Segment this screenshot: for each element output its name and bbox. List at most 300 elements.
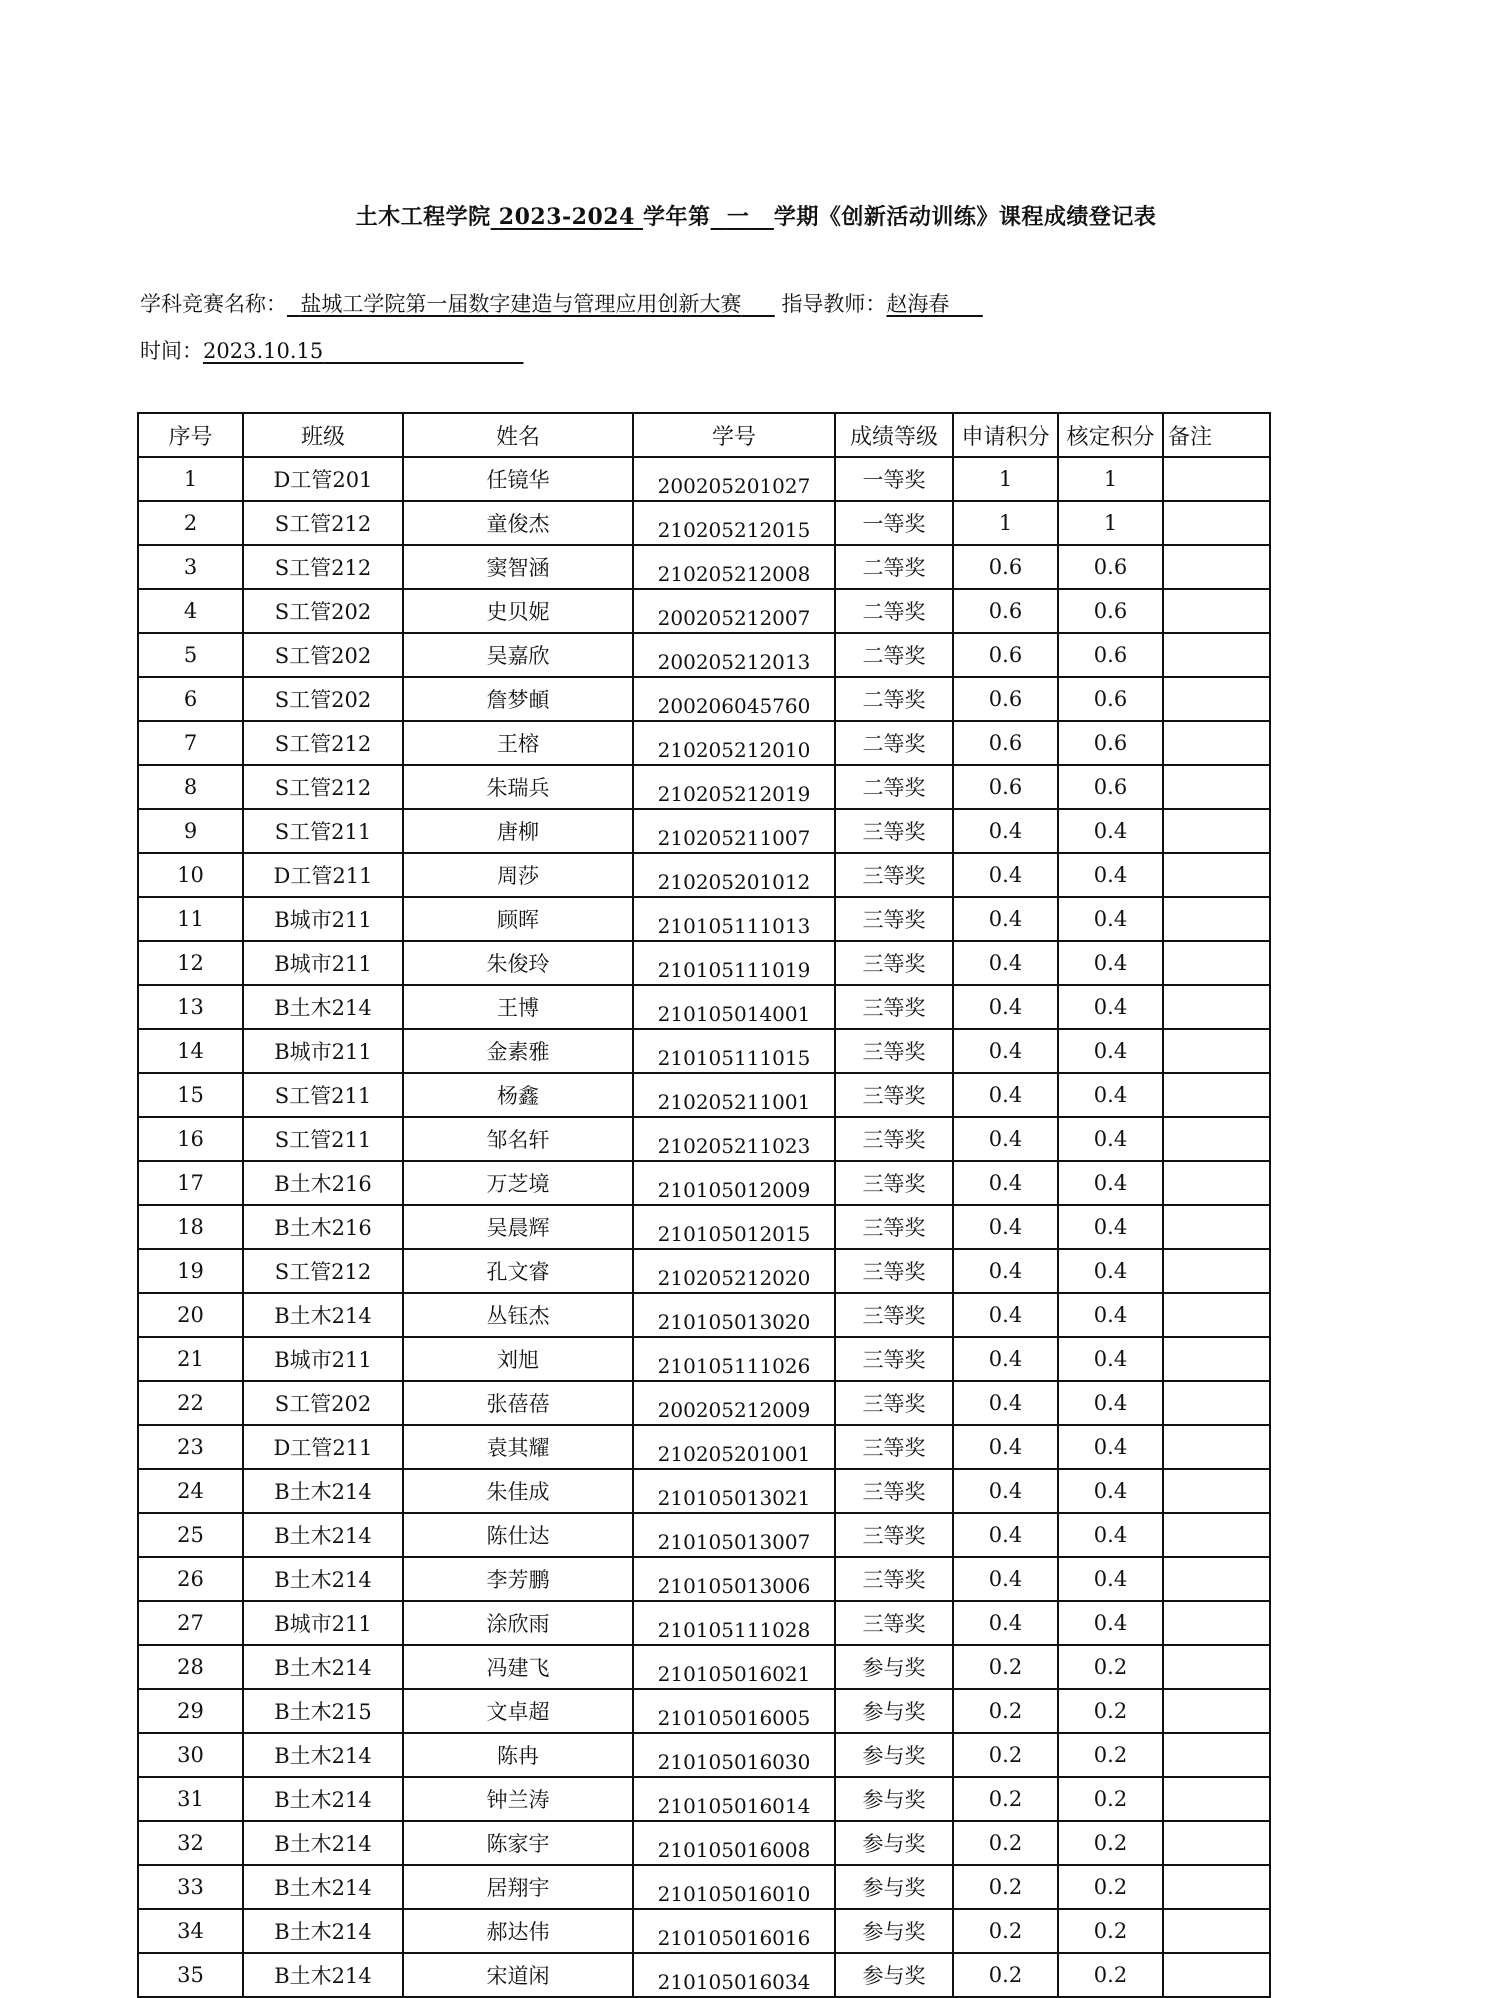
cell-applied-credit: 0.4	[953, 1337, 1058, 1381]
cell-applied-credit: 0.4	[953, 1513, 1058, 1557]
cell-student-id: 210105016008	[633, 1821, 835, 1865]
table-row	[138, 941, 1270, 985]
cell-remarks	[1163, 1029, 1270, 1073]
table-row	[138, 1601, 1270, 1645]
cell-student-id: 210205212019	[633, 765, 835, 809]
cell-student-id: 210105111015	[633, 1029, 835, 1073]
header-student-id: 学号	[633, 413, 835, 457]
cell-grade-level: 三等奖	[835, 1161, 953, 1205]
table-row	[138, 545, 1270, 589]
cell-grade-level: 三等奖	[835, 941, 953, 985]
table-row	[138, 1557, 1270, 1601]
cell-student-id: 210105111026	[633, 1337, 835, 1381]
document-title	[0, 200, 1512, 231]
cell-class: S工管202	[243, 633, 403, 677]
cell-approved-credit: 0.6	[1058, 721, 1163, 765]
cell-index: 34	[138, 1909, 243, 1953]
cell-index: 32	[138, 1821, 243, 1865]
cell-applied-credit: 0.2	[953, 1909, 1058, 1953]
cell-class: B土木214	[243, 1469, 403, 1513]
cell-applied-credit: 0.2	[953, 1689, 1058, 1733]
cell-remarks	[1163, 545, 1270, 589]
cell-applied-credit: 0.4	[953, 985, 1058, 1029]
cell-approved-credit: 0.4	[1058, 897, 1163, 941]
cell-remarks	[1163, 721, 1270, 765]
cell-index: 25	[138, 1513, 243, 1557]
cell-name: 童俊杰	[403, 501, 633, 545]
table-row	[138, 1381, 1270, 1425]
cell-remarks	[1163, 633, 1270, 677]
table-row	[138, 1117, 1270, 1161]
table-row	[138, 1953, 1270, 1997]
header-index: 序号	[138, 413, 243, 457]
cell-name: 周莎	[403, 853, 633, 897]
title-course: 学期《创新活动训练》课程成绩登记表	[773, 204, 1157, 230]
cell-grade-level: 三等奖	[835, 1293, 953, 1337]
cell-applied-credit: 0.4	[953, 1557, 1058, 1601]
cell-approved-credit: 0.2	[1058, 1733, 1163, 1777]
cell-remarks	[1163, 457, 1270, 501]
cell-applied-credit: 0.6	[953, 721, 1058, 765]
cell-name: 任镜华	[403, 457, 633, 501]
cell-index: 1	[138, 457, 243, 501]
table-row	[138, 1161, 1270, 1205]
cell-student-id: 210205212020	[633, 1249, 835, 1293]
cell-name: 陈冉	[403, 1733, 633, 1777]
cell-grade-level: 参与奖	[835, 1777, 953, 1821]
cell-index: 9	[138, 809, 243, 853]
cell-name: 冯建飞	[403, 1645, 633, 1689]
cell-index: 8	[138, 765, 243, 809]
cell-remarks	[1163, 1205, 1270, 1249]
cell-grade-level: 三等奖	[835, 1117, 953, 1161]
table-row	[138, 853, 1270, 897]
cell-student-id: 210105013021	[633, 1469, 835, 1513]
cell-applied-credit: 0.4	[953, 1601, 1058, 1645]
cell-remarks	[1163, 1777, 1270, 1821]
cell-grade-level: 三等奖	[835, 1469, 953, 1513]
table-row	[138, 1821, 1270, 1865]
cell-student-id: 210205212010	[633, 721, 835, 765]
table-row	[138, 1469, 1270, 1513]
cell-remarks	[1163, 1645, 1270, 1689]
cell-approved-credit: 1	[1058, 501, 1163, 545]
cell-applied-credit: 1	[953, 501, 1058, 545]
cell-approved-credit: 0.6	[1058, 677, 1163, 721]
cell-approved-credit: 0.2	[1058, 1865, 1163, 1909]
table-row	[138, 589, 1270, 633]
table-row	[138, 897, 1270, 941]
cell-applied-credit: 0.2	[953, 1865, 1058, 1909]
cell-student-id: 210105016030	[633, 1733, 835, 1777]
cell-applied-credit: 0.4	[953, 1073, 1058, 1117]
title-college: 土木工程学院	[355, 204, 491, 230]
cell-student-id: 210205201012	[633, 853, 835, 897]
cell-grade-level: 三等奖	[835, 1557, 953, 1601]
cell-approved-credit: 0.6	[1058, 589, 1163, 633]
cell-approved-credit: 0.4	[1058, 1601, 1163, 1645]
cell-grade-level: 二等奖	[835, 765, 953, 809]
title-year-suffix: 学年第	[643, 204, 711, 230]
cell-index: 33	[138, 1865, 243, 1909]
cell-approved-credit: 0.4	[1058, 1249, 1163, 1293]
cell-index: 6	[138, 677, 243, 721]
cell-approved-credit: 0.4	[1058, 1337, 1163, 1381]
cell-class: S工管212	[243, 501, 403, 545]
cell-approved-credit: 0.4	[1058, 1029, 1163, 1073]
cell-grade-level: 一等奖	[835, 501, 953, 545]
cell-name: 孔文睿	[403, 1249, 633, 1293]
table-row	[138, 1645, 1270, 1689]
cell-applied-credit: 0.4	[953, 1293, 1058, 1337]
cell-index: 35	[138, 1953, 243, 1997]
table-row	[138, 1777, 1270, 1821]
cell-approved-credit: 0.2	[1058, 1909, 1163, 1953]
cell-class: B土木216	[243, 1205, 403, 1249]
cell-approved-credit: 0.4	[1058, 1381, 1163, 1425]
cell-grade-level: 三等奖	[835, 1249, 953, 1293]
cell-applied-credit: 0.6	[953, 545, 1058, 589]
cell-applied-credit: 0.4	[953, 1029, 1058, 1073]
cell-remarks	[1163, 985, 1270, 1029]
table-body	[138, 457, 1270, 1997]
cell-name: 袁其耀	[403, 1425, 633, 1469]
table-row	[138, 1249, 1270, 1293]
cell-name: 涂欣雨	[403, 1601, 633, 1645]
cell-approved-credit: 0.2	[1058, 1645, 1163, 1689]
cell-remarks	[1163, 941, 1270, 985]
cell-applied-credit: 0.4	[953, 1381, 1058, 1425]
cell-name: 张蓓蓓	[403, 1381, 633, 1425]
cell-index: 20	[138, 1293, 243, 1337]
cell-student-id: 210105111013	[633, 897, 835, 941]
header-applied-credit: 申请积分	[953, 413, 1058, 457]
cell-applied-credit: 0.2	[953, 1821, 1058, 1865]
cell-approved-credit: 0.2	[1058, 1777, 1163, 1821]
cell-student-id: 210205212008	[633, 545, 835, 589]
cell-student-id: 210105016021	[633, 1645, 835, 1689]
cell-name: 顾晖	[403, 897, 633, 941]
cell-grade-level: 参与奖	[835, 1865, 953, 1909]
cell-index: 27	[138, 1601, 243, 1645]
cell-approved-credit: 0.4	[1058, 1557, 1163, 1601]
cell-name: 朱瑞兵	[403, 765, 633, 809]
cell-name: 金素雅	[403, 1029, 633, 1073]
cell-class: B城市211	[243, 1029, 403, 1073]
cell-index: 11	[138, 897, 243, 941]
cell-remarks	[1163, 1425, 1270, 1469]
cell-class: S工管212	[243, 765, 403, 809]
cell-approved-credit: 0.6	[1058, 545, 1163, 589]
cell-name: 陈仕达	[403, 1513, 633, 1557]
cell-index: 19	[138, 1249, 243, 1293]
cell-index: 5	[138, 633, 243, 677]
table-row	[138, 501, 1270, 545]
cell-applied-credit: 0.2	[953, 1645, 1058, 1689]
cell-student-id: 210105013006	[633, 1557, 835, 1601]
cell-index: 17	[138, 1161, 243, 1205]
cell-student-id: 210205211001	[633, 1073, 835, 1117]
cell-index: 18	[138, 1205, 243, 1249]
cell-grade-level: 三等奖	[835, 1425, 953, 1469]
cell-name: 郝达伟	[403, 1909, 633, 1953]
cell-approved-credit: 0.4	[1058, 1205, 1163, 1249]
cell-approved-credit: 0.2	[1058, 1953, 1163, 1997]
cell-index: 16	[138, 1117, 243, 1161]
cell-name: 詹梦頔	[403, 677, 633, 721]
cell-student-id: 200206045760	[633, 677, 835, 721]
cell-grade-level: 三等奖	[835, 985, 953, 1029]
table-row	[138, 633, 1270, 677]
cell-grade-level: 三等奖	[835, 1205, 953, 1249]
header-remarks: 备注	[1163, 413, 1270, 457]
cell-remarks	[1163, 1513, 1270, 1557]
cell-name: 王榕	[403, 721, 633, 765]
cell-remarks	[1163, 1249, 1270, 1293]
cell-class: B土木215	[243, 1689, 403, 1733]
cell-class: B土木214	[243, 1293, 403, 1337]
cell-student-id: 210105016014	[633, 1777, 835, 1821]
title-term: 一	[726, 204, 750, 230]
cell-name: 刘旭	[403, 1337, 633, 1381]
cell-name: 李芳鹏	[403, 1557, 633, 1601]
cell-applied-credit: 0.6	[953, 765, 1058, 809]
cell-name: 万芝境	[403, 1161, 633, 1205]
cell-student-id: 210105012009	[633, 1161, 835, 1205]
cell-name: 陈家宇	[403, 1821, 633, 1865]
cell-index: 7	[138, 721, 243, 765]
competition-line	[140, 288, 983, 318]
table-row	[138, 1029, 1270, 1073]
cell-class: B土木214	[243, 1777, 403, 1821]
cell-applied-credit: 0.4	[953, 1205, 1058, 1249]
cell-grade-level: 参与奖	[835, 1689, 953, 1733]
cell-class: B土木214	[243, 1513, 403, 1557]
cell-approved-credit: 0.4	[1058, 985, 1163, 1029]
cell-remarks	[1163, 1953, 1270, 1997]
cell-class: B土木214	[243, 985, 403, 1029]
table-row	[138, 1689, 1270, 1733]
cell-class: B土木214	[243, 1909, 403, 1953]
cell-index: 26	[138, 1557, 243, 1601]
cell-student-id: 210105016005	[633, 1689, 835, 1733]
table-row	[138, 1425, 1270, 1469]
cell-student-id: 210105013007	[633, 1513, 835, 1557]
cell-student-id: 210105013020	[633, 1293, 835, 1337]
table-row	[138, 677, 1270, 721]
cell-name: 王博	[403, 985, 633, 1029]
cell-class: B土木214	[243, 1645, 403, 1689]
cell-grade-level: 参与奖	[835, 1821, 953, 1865]
cell-index: 21	[138, 1337, 243, 1381]
cell-approved-credit: 0.4	[1058, 809, 1163, 853]
cell-grade-level: 二等奖	[835, 545, 953, 589]
cell-remarks	[1163, 1161, 1270, 1205]
cell-class: S工管212	[243, 721, 403, 765]
cell-approved-credit: 0.4	[1058, 1293, 1163, 1337]
cell-remarks	[1163, 677, 1270, 721]
cell-index: 23	[138, 1425, 243, 1469]
cell-class: S工管211	[243, 1117, 403, 1161]
table-row	[138, 1205, 1270, 1249]
cell-grade-level: 三等奖	[835, 1513, 953, 1557]
cell-approved-credit: 0.6	[1058, 765, 1163, 809]
cell-grade-level: 二等奖	[835, 721, 953, 765]
cell-name: 杨鑫	[403, 1073, 633, 1117]
cell-student-id: 200205212009	[633, 1381, 835, 1425]
cell-class: S工管211	[243, 809, 403, 853]
cell-grade-level: 二等奖	[835, 677, 953, 721]
table-header-row	[138, 413, 1270, 457]
cell-applied-credit: 0.4	[953, 897, 1058, 941]
cell-name: 钟兰涛	[403, 1777, 633, 1821]
cell-class: B城市211	[243, 897, 403, 941]
cell-student-id: 200205212013	[633, 633, 835, 677]
cell-name: 史贝妮	[403, 589, 633, 633]
cell-index: 12	[138, 941, 243, 985]
cell-remarks	[1163, 589, 1270, 633]
table-row	[138, 765, 1270, 809]
cell-remarks	[1163, 1337, 1270, 1381]
cell-student-id: 210105016016	[633, 1909, 835, 1953]
table-row	[138, 1733, 1270, 1777]
cell-name: 文卓超	[403, 1689, 633, 1733]
cell-student-id: 210105111019	[633, 941, 835, 985]
cell-applied-credit: 0.4	[953, 1161, 1058, 1205]
competition-label: 学科竞赛名称：	[140, 292, 287, 316]
cell-applied-credit: 0.6	[953, 677, 1058, 721]
table-row	[138, 1513, 1270, 1557]
cell-approved-credit: 0.4	[1058, 1161, 1163, 1205]
cell-grade-level: 三等奖	[835, 1029, 953, 1073]
cell-approved-credit: 0.4	[1058, 1425, 1163, 1469]
cell-remarks	[1163, 1469, 1270, 1513]
cell-class: S工管212	[243, 545, 403, 589]
cell-name: 丛钰杰	[403, 1293, 633, 1337]
cell-applied-credit: 0.4	[953, 1425, 1058, 1469]
cell-index: 29	[138, 1689, 243, 1733]
cell-approved-credit: 0.4	[1058, 1469, 1163, 1513]
table-row	[138, 1293, 1270, 1337]
cell-name: 朱俊玲	[403, 941, 633, 985]
cell-name: 居翔宇	[403, 1865, 633, 1909]
cell-applied-credit: 0.4	[953, 1249, 1058, 1293]
cell-grade-level: 参与奖	[835, 1733, 953, 1777]
cell-class: D工管201	[243, 457, 403, 501]
cell-grade-level: 三等奖	[835, 1073, 953, 1117]
cell-class: D工管211	[243, 1425, 403, 1469]
cell-applied-credit: 0.4	[953, 941, 1058, 985]
cell-applied-credit: 0.2	[953, 1953, 1058, 1997]
cell-class: B城市211	[243, 1601, 403, 1645]
cell-applied-credit: 0.4	[953, 809, 1058, 853]
cell-student-id: 210105016034	[633, 1953, 835, 1997]
cell-grade-level: 参与奖	[835, 1645, 953, 1689]
cell-student-id: 210205211023	[633, 1117, 835, 1161]
time-label: 时间：	[140, 339, 203, 363]
cell-applied-credit: 1	[953, 457, 1058, 501]
cell-class: B城市211	[243, 1337, 403, 1381]
cell-approved-credit: 0.4	[1058, 941, 1163, 985]
cell-remarks	[1163, 1117, 1270, 1161]
time-line	[140, 335, 524, 365]
cell-student-id: 210105111028	[633, 1601, 835, 1645]
cell-remarks	[1163, 765, 1270, 809]
cell-remarks	[1163, 1381, 1270, 1425]
cell-index: 14	[138, 1029, 243, 1073]
cell-class: B城市211	[243, 941, 403, 985]
cell-grade-level: 三等奖	[835, 853, 953, 897]
cell-index: 13	[138, 985, 243, 1029]
cell-index: 2	[138, 501, 243, 545]
cell-class: S工管202	[243, 677, 403, 721]
cell-approved-credit: 0.2	[1058, 1689, 1163, 1733]
header-approved-credit: 核定积分	[1058, 413, 1163, 457]
cell-student-id: 210105014001	[633, 985, 835, 1029]
cell-remarks	[1163, 1601, 1270, 1645]
cell-name: 吴晨辉	[403, 1205, 633, 1249]
cell-applied-credit: 0.2	[953, 1733, 1058, 1777]
cell-index: 10	[138, 853, 243, 897]
table-row	[138, 985, 1270, 1029]
cell-grade-level: 三等奖	[835, 897, 953, 941]
table-row	[138, 457, 1270, 501]
teacher-label: 指导教师：	[781, 292, 887, 316]
cell-class: B土木214	[243, 1953, 403, 1997]
header-name: 姓名	[403, 413, 633, 457]
cell-approved-credit: 0.6	[1058, 633, 1163, 677]
cell-student-id: 210205201001	[633, 1425, 835, 1469]
cell-applied-credit: 0.4	[953, 853, 1058, 897]
cell-approved-credit: 0.4	[1058, 1117, 1163, 1161]
cell-applied-credit: 0.4	[953, 1469, 1058, 1513]
cell-name: 唐柳	[403, 809, 633, 853]
cell-index: 15	[138, 1073, 243, 1117]
cell-grade-level: 三等奖	[835, 809, 953, 853]
cell-student-id: 210105016010	[633, 1865, 835, 1909]
table-row	[138, 1865, 1270, 1909]
cell-approved-credit: 1	[1058, 457, 1163, 501]
cell-index: 30	[138, 1733, 243, 1777]
cell-approved-credit: 0.4	[1058, 1513, 1163, 1557]
cell-remarks	[1163, 809, 1270, 853]
header-class: 班级	[243, 413, 403, 457]
cell-remarks	[1163, 853, 1270, 897]
cell-index: 4	[138, 589, 243, 633]
cell-index: 3	[138, 545, 243, 589]
table-row	[138, 809, 1270, 853]
cell-name: 邹名轩	[403, 1117, 633, 1161]
cell-remarks	[1163, 1557, 1270, 1601]
cell-applied-credit: 0.2	[953, 1777, 1058, 1821]
cell-student-id: 200205212007	[633, 589, 835, 633]
cell-index: 24	[138, 1469, 243, 1513]
cell-approved-credit: 0.4	[1058, 853, 1163, 897]
cell-grade-level: 参与奖	[835, 1953, 953, 1997]
grade-register-table	[137, 412, 1271, 1998]
cell-grade-level: 二等奖	[835, 633, 953, 677]
cell-remarks	[1163, 1293, 1270, 1337]
cell-remarks	[1163, 1073, 1270, 1117]
cell-remarks	[1163, 1733, 1270, 1777]
cell-remarks	[1163, 897, 1270, 941]
header-grade-level: 成绩等级	[835, 413, 953, 457]
table-row	[138, 1909, 1270, 1953]
cell-applied-credit: 0.4	[953, 1117, 1058, 1161]
cell-class: B土木214	[243, 1865, 403, 1909]
table-row	[138, 1337, 1270, 1381]
cell-index: 28	[138, 1645, 243, 1689]
